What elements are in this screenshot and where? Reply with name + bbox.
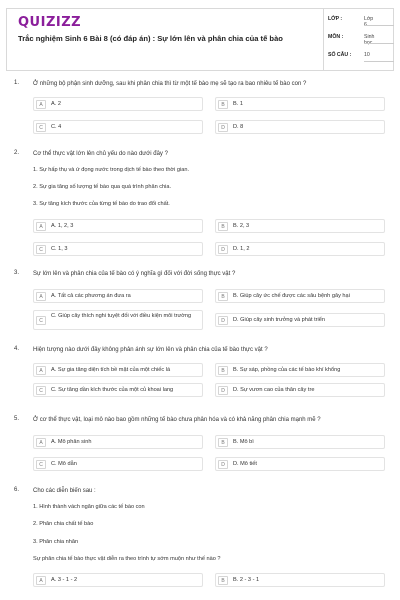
option-letter: C: [36, 460, 46, 469]
option-c[interactable]: [33, 242, 203, 256]
option-letter: B: [218, 100, 228, 109]
question-number: 5.: [14, 416, 20, 422]
option-b[interactable]: [215, 289, 385, 303]
option-text: D. Mô tiết: [233, 461, 257, 467]
option-a[interactable]: [33, 219, 203, 233]
worksheet-header: [6, 8, 394, 71]
option-letter: D: [218, 123, 228, 132]
meta-divider: [364, 25, 394, 26]
option-text: D. Sự vươn cao của thân cây tre: [233, 387, 315, 393]
option-b[interactable]: [215, 573, 385, 587]
question-number: 1.: [14, 80, 20, 86]
meta-class-value: Lớp 6: [364, 16, 374, 28]
question-number: 2.: [14, 150, 20, 156]
option-d[interactable]: [215, 242, 385, 256]
option-d[interactable]: [215, 383, 385, 397]
option-d[interactable]: [215, 120, 385, 134]
meta-count-label: SỐ CÂU :: [328, 52, 352, 58]
worksheet-title: Trắc nghiệm Sinh 6 Bài 8 (có đáp án) : Sự lớn lên và phân chia của tế bào: [18, 34, 283, 43]
option-text: C. Mô dẫn: [51, 461, 77, 467]
question-text: Hiện tượng nào dưới đây không phản ánh sự lớn lên và phân chia của tế bào thực vật ?: [33, 347, 268, 353]
option-text: A. Mô phân sinh: [51, 439, 92, 445]
option-letter: D: [218, 386, 228, 395]
option-text: B. 2, 3: [233, 223, 250, 229]
meta-divider: [364, 43, 394, 44]
option-a[interactable]: [33, 289, 203, 303]
option-b[interactable]: [215, 363, 385, 377]
option-a[interactable]: [33, 363, 203, 377]
option-text: A. Tất cả các phương án đưa ra: [51, 293, 131, 299]
option-d[interactable]: [215, 313, 385, 327]
question-text: Sự lớn lên và phân chia của tế bào có ý nghĩa gì đối với đời sống thực vật ?: [33, 271, 236, 277]
question-number: 4.: [14, 346, 20, 352]
option-letter: A: [36, 292, 46, 301]
option-text: A. 3 - 1 - 2: [51, 577, 78, 583]
option-letter: B: [218, 576, 228, 585]
option-a[interactable]: [33, 435, 203, 449]
option-letter: B: [218, 222, 228, 231]
option-letter: A: [36, 366, 46, 375]
option-letter: A: [36, 576, 46, 585]
option-text: C. 1, 3: [51, 246, 68, 252]
question-text: Ở cơ thể thực vật, loại mô nào bao gồm những tế bào chưa phân hóa và có khả năng phân chia mạnh mẽ ?: [33, 417, 321, 423]
option-b[interactable]: [215, 97, 385, 111]
option-letter: D: [218, 460, 228, 469]
option-c[interactable]: [33, 383, 203, 397]
option-letter: C: [36, 386, 46, 395]
option-letter: C: [36, 123, 46, 132]
option-letter: B: [218, 438, 228, 447]
option-text: B. 1: [233, 101, 243, 107]
quizizz-logo: QUIZIZZ: [18, 15, 82, 30]
option-letter: D: [218, 316, 228, 325]
option-text: B. 2 - 3 - 1: [233, 577, 260, 583]
option-letter: A: [36, 222, 46, 231]
meta-class-label: LỚP :: [328, 16, 343, 22]
statement: 1. Hình thành vách ngăn giữa các tế bào con: [33, 504, 145, 510]
option-a[interactable]: [33, 573, 203, 587]
option-letter: D: [218, 245, 228, 254]
option-c[interactable]: [33, 310, 203, 330]
option-letter: C: [36, 316, 46, 325]
option-letter: A: [36, 100, 46, 109]
option-letter: C: [36, 245, 46, 254]
option-a[interactable]: [33, 97, 203, 111]
worksheet-meta: [323, 9, 395, 70]
option-text: B. Giúp cây ức chế được các sâu bệnh gây hại: [233, 293, 350, 299]
option-letter: B: [218, 292, 228, 301]
option-text: D. Giúp cây sinh trưởng và phát triển: [233, 317, 325, 323]
meta-subject-value: Sinh học: [364, 34, 375, 46]
meta-subject-label: MÔN :: [328, 34, 344, 40]
option-text: A. Sự gia tăng diện tích bề mặt của một chiếc lá: [51, 367, 171, 373]
option-text: D. 1, 2: [233, 246, 250, 252]
option-text: B. Sự sáp, phồng của các tế bào khí khổng: [233, 367, 341, 373]
option-text: A. 2: [51, 101, 61, 107]
question-number: 3.: [14, 270, 20, 276]
meta-count-value: 10: [364, 52, 370, 58]
option-text: C. Giúp cây thích nghi tuyệt đối với điều kiện môi trường: [51, 313, 192, 319]
option-text: C. Sự tăng dần kích thước của một củ khoai lang: [51, 387, 174, 393]
statement: 3. Phân chia nhân: [33, 539, 79, 545]
option-text: C. 4: [51, 124, 62, 130]
option-letter: A: [36, 438, 46, 447]
statement: 1. Sự hấp thụ và ứ đọng nước trong dịch tế bào theo thời gian.: [33, 167, 190, 173]
question-prompt: Sự phân chia tế bào thực vật diễn ra theo trình tự sớm muộn như thế nào ?: [33, 556, 221, 562]
option-d[interactable]: [215, 457, 385, 471]
option-text: B. Mô bì: [233, 439, 254, 445]
statement: 3. Sự tăng kích thước của từng tế bào do trao đổi chất.: [33, 201, 170, 207]
question-text: Cơ thể thực vật lớn lên chủ yếu do nào dưới đây ?: [33, 151, 168, 157]
option-letter: B: [218, 366, 228, 375]
statement: 2. Sự gia tăng số lượng tế bào qua quá trình phân chia.: [33, 184, 172, 190]
option-text: A. 1, 2, 3: [51, 223, 74, 229]
option-c[interactable]: [33, 457, 203, 471]
question-text: Ở những bộ phận sinh dưỡng, sau khi phân chia thì từ một tế bào mẹ sẽ tạo ra bao nhiêu tế bào con ?: [33, 81, 307, 87]
question-number: 6.: [14, 487, 20, 493]
statement: 2. Phân chia chất tế bào: [33, 521, 94, 527]
meta-divider: [364, 61, 394, 62]
option-text: D. 8: [233, 124, 244, 130]
option-b[interactable]: [215, 435, 385, 449]
option-b[interactable]: [215, 219, 385, 233]
option-c[interactable]: [33, 120, 203, 134]
question-text: Cho các diễn biến sau :: [33, 488, 96, 494]
